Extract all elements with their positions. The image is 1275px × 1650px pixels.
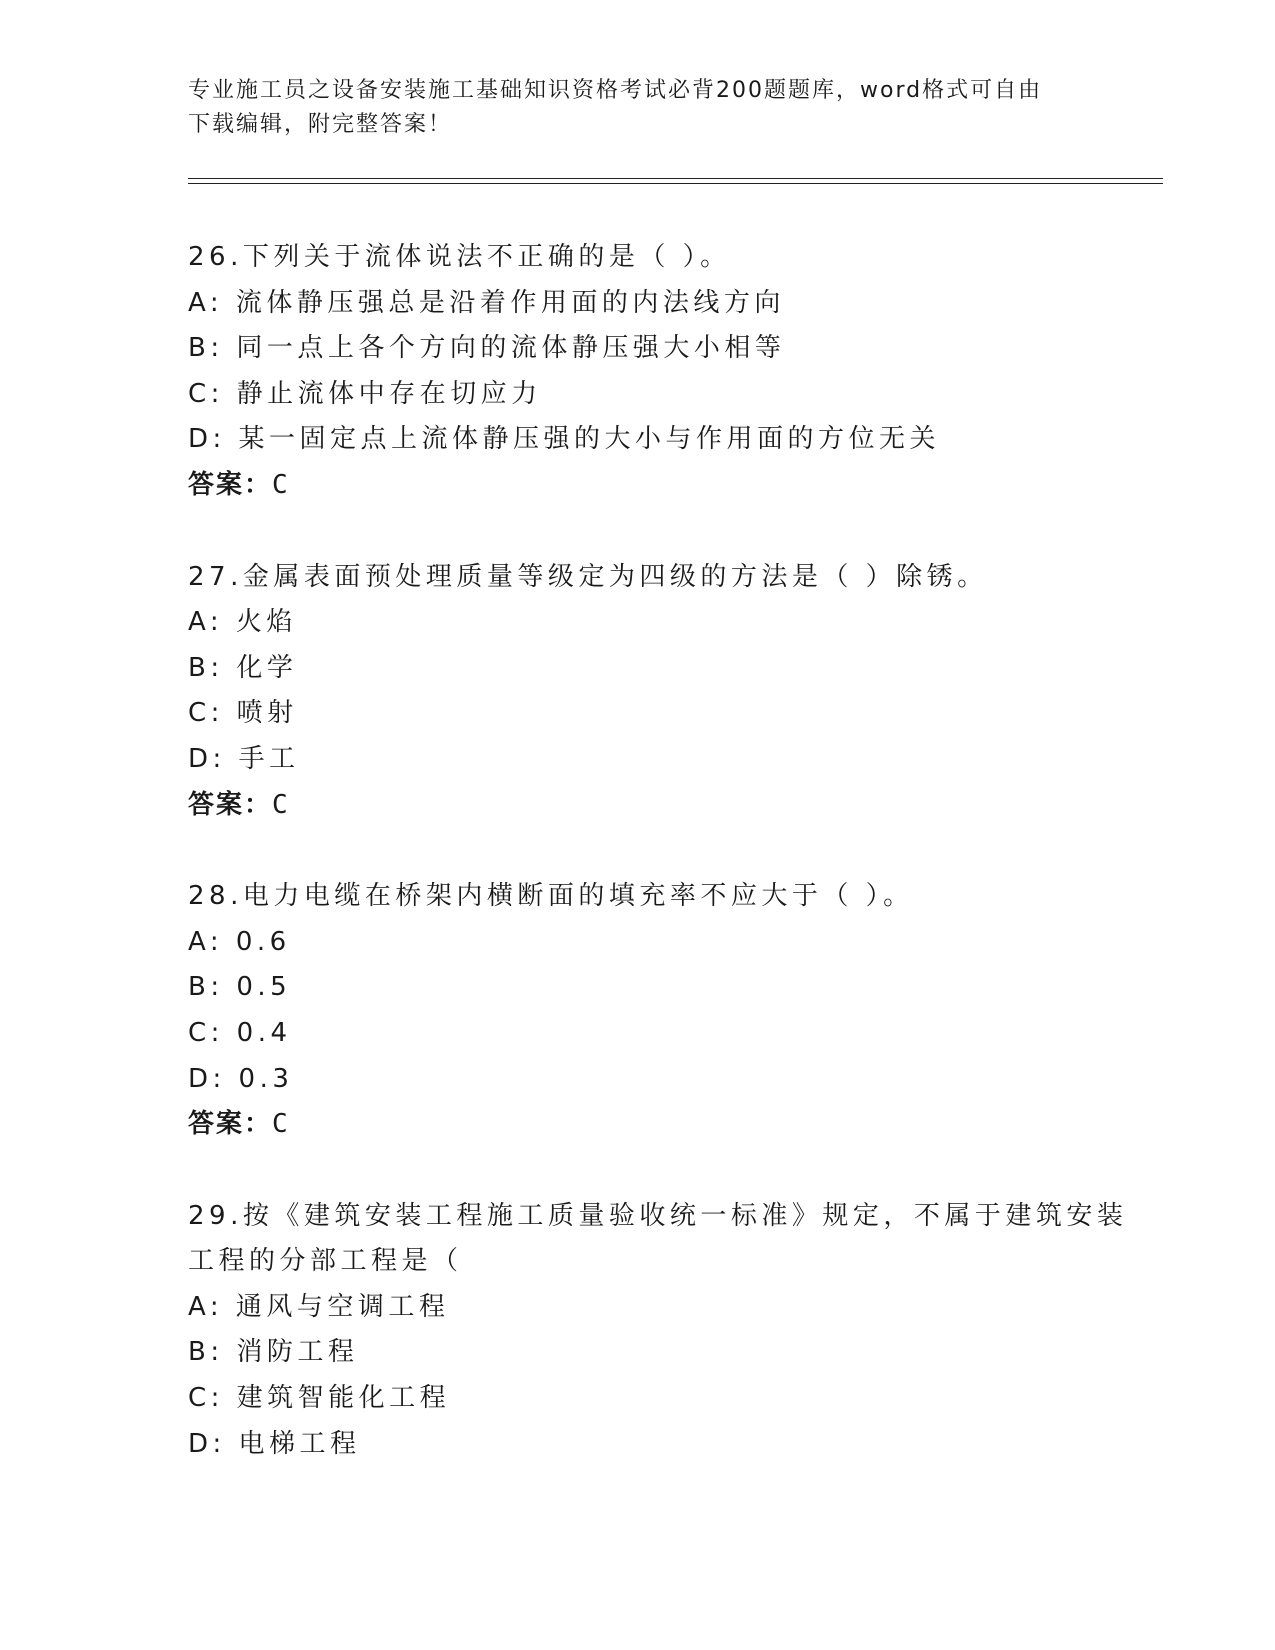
question-stem: 28.电力电缆在桥架内横断面的填充率不应大于（ ）。 [188,881,914,912]
option-b: B: 化学 [188,652,298,683]
option-a: A: 通风与空调工程 [188,1291,450,1322]
question-28 [188,874,1138,1148]
answer-value: C [272,1109,290,1140]
option-c: C: 喷射 [188,698,298,729]
question-stem-line-1: 29.按《建筑安装工程施工质量验收统一标准》规定，不属于建筑安装 [188,1200,1128,1231]
option-d: D: 某一固定点上流体静压强的大小与作用面的方位无关 [188,424,941,455]
answer-label: 答案： [188,789,273,820]
option-c: C: 建筑智能化工程 [188,1383,451,1414]
answer-label: 答案： [188,469,273,500]
question-26 [188,235,1138,509]
option-d: D: 手工 [188,743,300,774]
option-a: A: 火焰 [188,607,297,638]
question-27 [188,555,1138,829]
option-d: D: 电梯工程 [188,1428,361,1459]
option-b: B: 消防工程 [188,1337,359,1368]
option-c: C: 静止流体中存在切应力 [188,378,542,409]
option-a: A: 流体静压强总是沿着作用面的内法线方向 [188,287,785,318]
header-divider-top [188,178,1163,179]
option-c: C: 0.4 [188,1017,292,1048]
option-b: B: 0.5 [188,972,292,1003]
option-d: D: 0.3 [188,1063,294,1094]
answer-value: C [272,789,290,820]
question-stem: 27.金属表面预处理质量等级定为四级的方法是（ ）除锈。 [188,561,988,592]
question-stem: 26.下列关于流体说法不正确的是（ ）。 [188,242,731,272]
answer-line [188,463,1138,509]
question-list [188,235,1138,1513]
header-divider-bottom [188,183,1163,184]
answer-line [188,783,1138,829]
header-line-2: 下载编辑，附完整答案！ [188,112,453,137]
question-stem-line-2: 工程的分部工程是（ [188,1246,463,1277]
question-29 [188,1194,1138,1468]
answer-label: 答案： [188,1109,273,1140]
option-a: A: 0.6 [188,926,291,957]
answer-line [188,1102,1138,1148]
document-header [188,74,1088,142]
option-b: B: 同一点上各个方向的流体静压强大小相等 [188,333,786,364]
header-line-1: 专业施工员之设备安装施工基础知识资格考试必背200题题库，word格式可自由 [188,78,1043,103]
answer-value: C [272,469,290,500]
